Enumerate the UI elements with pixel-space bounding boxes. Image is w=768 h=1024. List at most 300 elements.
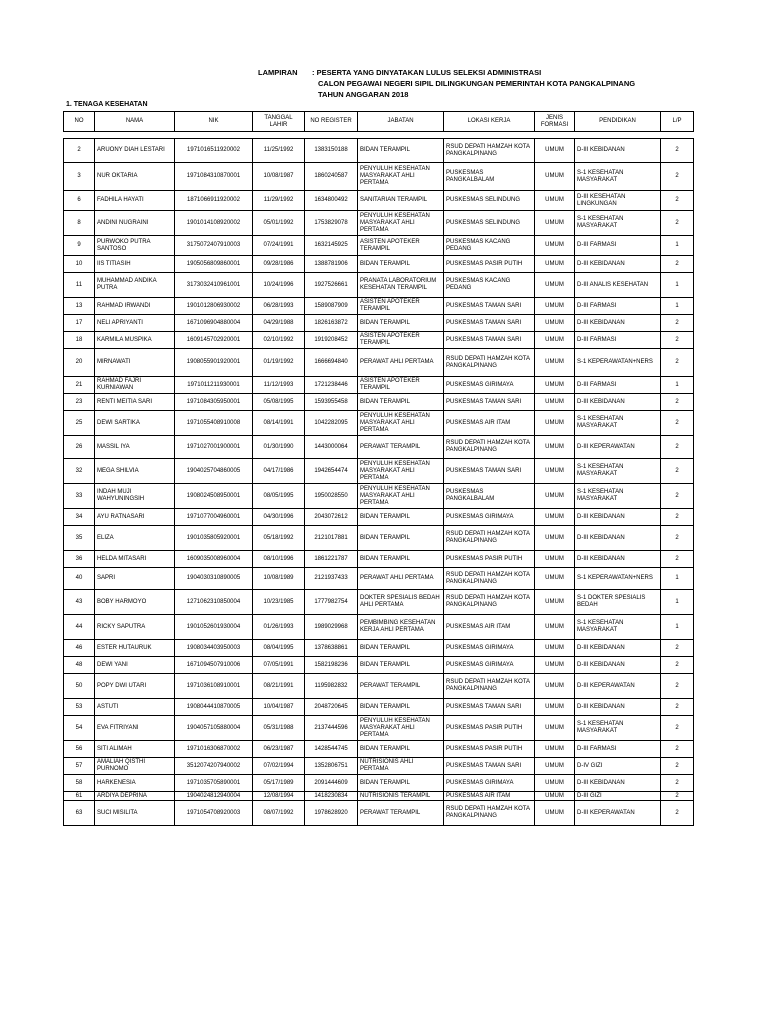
cell-lp: 2 bbox=[661, 411, 694, 436]
table-row bbox=[64, 256, 694, 273]
cell-jabatan: DOKTER SPESIALIS BEDAH AHLI PERTAMA bbox=[358, 590, 444, 615]
cell-jabatan: BIDAN TERAMPIL bbox=[358, 509, 444, 526]
cell-no-register: 1950028550 bbox=[305, 484, 358, 509]
cell-nama: INDAH MUJI WAHYUNINGSIH bbox=[95, 484, 175, 509]
cell-tanggal-lahir: 09/28/1986 bbox=[253, 256, 305, 273]
cell-no: 17 bbox=[64, 315, 95, 332]
cell-jabatan: BIDAN TERAMPIL bbox=[358, 640, 444, 657]
participants-table bbox=[63, 111, 694, 826]
cell-lokasi-kerja: PUSKESMAS PANGKALBALAM bbox=[444, 484, 535, 509]
table-row bbox=[64, 349, 694, 377]
cell-nik: 1904024812940004 bbox=[175, 792, 253, 801]
cell-lp: 2 bbox=[661, 191, 694, 211]
cell-no-register: 1634800492 bbox=[305, 191, 358, 211]
cell-jabatan: ASISTEN APOTEKER TERAMPIL bbox=[358, 377, 444, 394]
cell-pendidikan: S-1 KESEHATAN MASYARAKAT bbox=[575, 411, 661, 436]
cell-lp: 2 bbox=[661, 436, 694, 459]
cell-nik: 1905056809860001 bbox=[175, 256, 253, 273]
cell-pendidikan: D-III FARMASI bbox=[575, 332, 661, 349]
cell-jabatan: PERAWAT TERAMPIL bbox=[358, 674, 444, 699]
header-line-3: TAHUN ANGGARAN 2018 bbox=[318, 90, 409, 99]
cell-jabatan: BIDAN TERAMPIL bbox=[358, 741, 444, 758]
cell-no-register: 1378638861 bbox=[305, 640, 358, 657]
cell-tanggal-lahir: 08/10/1996 bbox=[253, 551, 305, 568]
cell-no-register: 1589087909 bbox=[305, 298, 358, 315]
cell-tanggal-lahir: 05/31/1988 bbox=[253, 716, 305, 741]
cell-tanggal-lahir: 10/04/1987 bbox=[253, 699, 305, 716]
cell-tanggal-lahir: 12/08/1994 bbox=[253, 792, 305, 801]
cell-nik: 1971011211930001 bbox=[175, 377, 253, 394]
cell-lokasi-kerja: PUSKESMAS GIRIMAYA bbox=[444, 775, 535, 792]
cell-lokasi-kerja: PUSKESMAS PASIR PUTIH bbox=[444, 716, 535, 741]
table-row bbox=[64, 551, 694, 568]
cell-no-register: 1989029968 bbox=[305, 615, 358, 640]
cell-no: 20 bbox=[64, 349, 95, 377]
cell-no: 6 bbox=[64, 191, 95, 211]
table-row bbox=[64, 640, 694, 657]
cell-no-register: 2091444609 bbox=[305, 775, 358, 792]
cell-pendidikan: D-III KEBIDANAN bbox=[575, 775, 661, 792]
cell-lp: 2 bbox=[661, 551, 694, 568]
cell-tanggal-lahir: 05/17/1989 bbox=[253, 775, 305, 792]
cell-lp: 2 bbox=[661, 775, 694, 792]
cell-no-register: 1418230834 bbox=[305, 792, 358, 801]
cell-no-register: 1826163872 bbox=[305, 315, 358, 332]
table-row bbox=[64, 139, 694, 163]
cell-lokasi-kerja: PUSKESMAS GIRIMAYA bbox=[444, 377, 535, 394]
header-line-1: : PESERTA YANG DINYATAKAN LULUS SELEKSI ADMINISTRASI bbox=[312, 68, 542, 77]
cell-lp: 2 bbox=[661, 716, 694, 741]
cell-lp: 2 bbox=[661, 509, 694, 526]
cell-nama: DEWI YANI bbox=[95, 657, 175, 674]
cell-jenis-formasi: UMUM bbox=[535, 377, 575, 394]
table-row bbox=[64, 509, 694, 526]
cell-nama: SUCI MISILITA bbox=[95, 801, 175, 826]
cell-jabatan: PERAWAT AHLI PERTAMA bbox=[358, 349, 444, 377]
cell-tanggal-lahir: 04/30/1996 bbox=[253, 509, 305, 526]
cell-no-register: 2121017881 bbox=[305, 526, 358, 551]
cell-tanggal-lahir: 11/25/1992 bbox=[253, 139, 305, 163]
cell-no: 18 bbox=[64, 332, 95, 349]
cell-lokasi-kerja: PUSKESMAS SELINDUNG bbox=[444, 211, 535, 236]
cell-jenis-formasi: UMUM bbox=[535, 801, 575, 826]
cell-jabatan: SANITARIAN TERAMPIL bbox=[358, 191, 444, 211]
cell-jenis-formasi: UMUM bbox=[535, 509, 575, 526]
cell-lp: 1 bbox=[661, 273, 694, 298]
cell-no-register: 1388781906 bbox=[305, 256, 358, 273]
cell-jenis-formasi: UMUM bbox=[535, 657, 575, 674]
cell-lokasi-kerja: PUSKESMAS TAMAN SARI bbox=[444, 699, 535, 716]
cell-lokasi-kerja: RSUD DEPATI HAMZAH KOTA PANGKALPINANG bbox=[444, 436, 535, 459]
cell-lokasi-kerja: PUSKESMAS PASIR PUTIH bbox=[444, 551, 535, 568]
lampiran-label: LAMPIRAN bbox=[258, 68, 298, 77]
cell-nik: 1971084305950001 bbox=[175, 394, 253, 411]
cell-nama: BOBY HARMOYO bbox=[95, 590, 175, 615]
cell-nik: 1971036108910001 bbox=[175, 674, 253, 699]
cell-nik: 3175072407910003 bbox=[175, 236, 253, 256]
table-row bbox=[64, 699, 694, 716]
cell-nik: 1901035805920001 bbox=[175, 526, 253, 551]
table-row bbox=[64, 674, 694, 699]
cell-no-register: 1753829078 bbox=[305, 211, 358, 236]
cell-pendidikan: S-1 KESEHATAN MASYARAKAT bbox=[575, 716, 661, 741]
cell-no: 35 bbox=[64, 526, 95, 551]
cell-no-register: 2137444596 bbox=[305, 716, 358, 741]
cell-lp: 2 bbox=[661, 657, 694, 674]
cell-no-register: 1861221787 bbox=[305, 551, 358, 568]
cell-lokasi-kerja: PUSKESMAS PANGKALBALAM bbox=[444, 163, 535, 191]
table-row bbox=[64, 459, 694, 484]
cell-no-register: 1593955458 bbox=[305, 394, 358, 411]
cell-tanggal-lahir: 11/29/1992 bbox=[253, 191, 305, 211]
cell-jenis-formasi: UMUM bbox=[535, 394, 575, 411]
cell-lp: 1 bbox=[661, 236, 694, 256]
cell-jabatan: PERAWAT TERAMPIL bbox=[358, 436, 444, 459]
cell-no: 44 bbox=[64, 615, 95, 640]
cell-lp: 1 bbox=[661, 377, 694, 394]
cell-no: 25 bbox=[64, 411, 95, 436]
table-row bbox=[64, 273, 694, 298]
cell-jenis-formasi: UMUM bbox=[535, 256, 575, 273]
cell-nama: ARUONY DIAH LESTARI bbox=[95, 139, 175, 163]
cell-no: 54 bbox=[64, 716, 95, 741]
cell-pendidikan: S-1 KESEHATAN MASYARAKAT bbox=[575, 211, 661, 236]
cell-jenis-formasi: UMUM bbox=[535, 699, 575, 716]
cell-pendidikan: D-III KEBIDANAN bbox=[575, 256, 661, 273]
cell-lokasi-kerja: RSUD DEPATI HAMZAH KOTA PANGKALPINANG bbox=[444, 590, 535, 615]
cell-jabatan: PRANATA LABORATORIUM KESEHATAN TERAMPIL bbox=[358, 273, 444, 298]
cell-lp: 2 bbox=[661, 459, 694, 484]
table-row bbox=[64, 590, 694, 615]
cell-jabatan: BIDAN TERAMPIL bbox=[358, 551, 444, 568]
cell-jenis-formasi: UMUM bbox=[535, 273, 575, 298]
cell-no: 23 bbox=[64, 394, 95, 411]
cell-no: 57 bbox=[64, 758, 95, 775]
table-row bbox=[64, 377, 694, 394]
cell-nama: ESTER HUTAURUK bbox=[95, 640, 175, 657]
cell-jabatan: PERAWAT TERAMPIL bbox=[358, 801, 444, 826]
cell-jenis-formasi: UMUM bbox=[535, 139, 575, 163]
cell-nik: 3512074207940002 bbox=[175, 758, 253, 775]
cell-jabatan: BIDAN TERAMPIL bbox=[358, 394, 444, 411]
cell-nik: 1971016511920002 bbox=[175, 139, 253, 163]
table-row bbox=[64, 657, 694, 674]
cell-no: 13 bbox=[64, 298, 95, 315]
cell-no-register: 2121937433 bbox=[305, 568, 358, 590]
table-row bbox=[64, 526, 694, 551]
cell-lp: 2 bbox=[661, 349, 694, 377]
column-header-pendidikan: PENDIDIKAN bbox=[575, 112, 661, 132]
cell-nik: 1609145702920001 bbox=[175, 332, 253, 349]
cell-pendidikan: D-IV GIZI bbox=[575, 758, 661, 775]
cell-lp: 2 bbox=[661, 758, 694, 775]
table-row bbox=[64, 801, 694, 826]
cell-lp: 2 bbox=[661, 211, 694, 236]
cell-pendidikan: S-1 DOKTER SPESIALIS BEDAH bbox=[575, 590, 661, 615]
cell-nama: DEWI SARTIKA bbox=[95, 411, 175, 436]
cell-jenis-formasi: UMUM bbox=[535, 526, 575, 551]
table-row bbox=[64, 568, 694, 590]
cell-lp: 2 bbox=[661, 484, 694, 509]
cell-no-register: 1582198236 bbox=[305, 657, 358, 674]
cell-pendidikan: D-III KEPERAWATAN bbox=[575, 436, 661, 459]
cell-no-register: 1383150188 bbox=[305, 139, 358, 163]
cell-jabatan: PENYULUH KESEHATAN MASYARAKAT AHLI PERTAMA bbox=[358, 411, 444, 436]
cell-jenis-formasi: UMUM bbox=[535, 775, 575, 792]
cell-tanggal-lahir: 01/26/1993 bbox=[253, 615, 305, 640]
cell-jenis-formasi: UMUM bbox=[535, 741, 575, 758]
cell-nik: 1908044410870005 bbox=[175, 699, 253, 716]
cell-jenis-formasi: UMUM bbox=[535, 211, 575, 236]
cell-tanggal-lahir: 08/21/1991 bbox=[253, 674, 305, 699]
cell-lp: 2 bbox=[661, 801, 694, 826]
cell-tanggal-lahir: 08/14/1991 bbox=[253, 411, 305, 436]
cell-jenis-formasi: UMUM bbox=[535, 640, 575, 657]
cell-jabatan: PENYULUH KESEHATAN MASYARAKAT AHLI PERTAMA bbox=[358, 163, 444, 191]
cell-nik: 1908034403950003 bbox=[175, 640, 253, 657]
cell-pendidikan: D-III ANALIS KESEHATAN bbox=[575, 273, 661, 298]
cell-no: 58 bbox=[64, 775, 95, 792]
cell-lokasi-kerja: RSUD DEPATI HAMZAH KOTA PANGKALPINANG bbox=[444, 568, 535, 590]
cell-pendidikan: D-III KEBIDANAN bbox=[575, 509, 661, 526]
cell-tanggal-lahir: 06/23/1987 bbox=[253, 741, 305, 758]
cell-jabatan: PEMBIMBING KESEHATAN KERJA AHLI PERTAMA bbox=[358, 615, 444, 640]
cell-jenis-formasi: UMUM bbox=[535, 349, 575, 377]
cell-jenis-formasi: UMUM bbox=[535, 792, 575, 801]
header-spacer bbox=[64, 132, 694, 139]
cell-pendidikan: D-III FARMASI bbox=[575, 741, 661, 758]
cell-nama: HELDA MITASARI bbox=[95, 551, 175, 568]
cell-pendidikan: S-1 KEPERAWATAN+NERS bbox=[575, 349, 661, 377]
table-row bbox=[64, 236, 694, 256]
cell-jabatan: NUTRISIONIS TERAMPIL bbox=[358, 792, 444, 801]
cell-no: 8 bbox=[64, 211, 95, 236]
cell-nama: RAHMAD FAJRI KURNIAWAN bbox=[95, 377, 175, 394]
table-row bbox=[64, 411, 694, 436]
cell-nik: 1901012806930002 bbox=[175, 298, 253, 315]
column-header-nama: NAMA bbox=[95, 112, 175, 132]
cell-nama: RENTI MEITIA SARI bbox=[95, 394, 175, 411]
table-row bbox=[64, 792, 694, 801]
cell-no: 21 bbox=[64, 377, 95, 394]
column-header-tanggal-lahir: TANGGAL LAHIR bbox=[253, 112, 305, 132]
cell-nama: ANDINI NUGRAINI bbox=[95, 211, 175, 236]
cell-jabatan: BIDAN TERAMPIL bbox=[358, 256, 444, 273]
cell-no: 56 bbox=[64, 741, 95, 758]
cell-no-register: 1352806751 bbox=[305, 758, 358, 775]
cell-tanggal-lahir: 04/29/1988 bbox=[253, 315, 305, 332]
cell-jenis-formasi: UMUM bbox=[535, 459, 575, 484]
cell-no: 36 bbox=[64, 551, 95, 568]
cell-tanggal-lahir: 05/18/1992 bbox=[253, 526, 305, 551]
cell-no: 11 bbox=[64, 273, 95, 298]
cell-jenis-formasi: UMUM bbox=[535, 568, 575, 590]
cell-lp: 2 bbox=[661, 139, 694, 163]
cell-nama: MIRNAWATI bbox=[95, 349, 175, 377]
cell-no-register: 1927526661 bbox=[305, 273, 358, 298]
header-line-2: CALON PEGAWAI NEGERI SIPIL DILINGKUNGAN PEMERINTAH KOTA PANGKALPINANG bbox=[318, 79, 636, 88]
cell-no: 40 bbox=[64, 568, 95, 590]
cell-jenis-formasi: UMUM bbox=[535, 163, 575, 191]
cell-nama: MUHAMMAD ANDIKA PUTRA bbox=[95, 273, 175, 298]
cell-tanggal-lahir: 10/24/1996 bbox=[253, 273, 305, 298]
cell-pendidikan: D-III KEBIDANAN bbox=[575, 699, 661, 716]
cell-tanggal-lahir: 10/08/1987 bbox=[253, 163, 305, 191]
cell-jabatan: BIDAN TERAMPIL bbox=[358, 699, 444, 716]
cell-lokasi-kerja: PUSKESMAS AIR ITAM bbox=[444, 615, 535, 640]
cell-jenis-formasi: UMUM bbox=[535, 758, 575, 775]
cell-tanggal-lahir: 07/05/1991 bbox=[253, 657, 305, 674]
cell-lokasi-kerja: PUSKESMAS TAMAN SARI bbox=[444, 298, 535, 315]
table-row bbox=[64, 716, 694, 741]
cell-no-register: 1919208452 bbox=[305, 332, 358, 349]
cell-nik: 1904030310890005 bbox=[175, 568, 253, 590]
cell-lp: 1 bbox=[661, 568, 694, 590]
cell-nama: KARMILA MUSPIKA bbox=[95, 332, 175, 349]
cell-jenis-formasi: UMUM bbox=[535, 436, 575, 459]
cell-jabatan: BIDAN TERAMPIL bbox=[358, 315, 444, 332]
cell-nik: 1971084310870001 bbox=[175, 163, 253, 191]
cell-tanggal-lahir: 02/10/1992 bbox=[253, 332, 305, 349]
cell-tanggal-lahir: 10/23/1985 bbox=[253, 590, 305, 615]
cell-lp: 2 bbox=[661, 394, 694, 411]
cell-tanggal-lahir: 05/01/1992 bbox=[253, 211, 305, 236]
cell-nama: ASTUTI bbox=[95, 699, 175, 716]
cell-pendidikan: S-1 KESEHATAN MASYARAKAT bbox=[575, 459, 661, 484]
cell-jabatan: PENYULUH KESEHATAN MASYARAKAT AHLI PERTAMA bbox=[358, 484, 444, 509]
column-header-jabatan: JABATAN bbox=[358, 112, 444, 132]
column-header-nik: NIK bbox=[175, 112, 253, 132]
cell-pendidikan: S-1 KESEHATAN MASYARAKAT bbox=[575, 484, 661, 509]
cell-lp: 2 bbox=[661, 526, 694, 551]
cell-no: 33 bbox=[64, 484, 95, 509]
cell-pendidikan: D-III KESEHATAN LINGKUNGAN bbox=[575, 191, 661, 211]
cell-no: 34 bbox=[64, 509, 95, 526]
cell-tanggal-lahir: 07/24/1991 bbox=[253, 236, 305, 256]
table-row bbox=[64, 394, 694, 411]
cell-no: 3 bbox=[64, 163, 95, 191]
cell-nik: 1971054708920003 bbox=[175, 801, 253, 826]
cell-nama: RAHMAD IRWANDI bbox=[95, 298, 175, 315]
cell-lokasi-kerja: RSUD DEPATI HAMZAH KOTA PANGKALPINANG bbox=[444, 674, 535, 699]
cell-tanggal-lahir: 01/30/1990 bbox=[253, 436, 305, 459]
column-header-jenis-formasi: JENIS FORMASI bbox=[535, 112, 575, 132]
cell-nik: 1908055901920001 bbox=[175, 349, 253, 377]
cell-pendidikan: D-III FARMASI bbox=[575, 298, 661, 315]
cell-nama: AMALIAH QISTHI PURNOMO bbox=[95, 758, 175, 775]
cell-jabatan: NUTRISIONIS AHLI PERTAMA bbox=[358, 758, 444, 775]
cell-no: 43 bbox=[64, 590, 95, 615]
table-header-row bbox=[64, 112, 694, 132]
cell-jabatan: PENYULUH KESEHATAN MASYARAKAT AHLI PERTAMA bbox=[358, 716, 444, 741]
cell-jabatan: ASISTEN APOTEKER TERAMPIL bbox=[358, 332, 444, 349]
cell-nama: SAPRI bbox=[95, 568, 175, 590]
table-row bbox=[64, 315, 694, 332]
cell-lokasi-kerja: PUSKESMAS TAMAN SARI bbox=[444, 315, 535, 332]
cell-nama: FADHILA HAYATI bbox=[95, 191, 175, 211]
cell-nik: 1671094507910006 bbox=[175, 657, 253, 674]
cell-lokasi-kerja: PUSKESMAS TAMAN SARI bbox=[444, 758, 535, 775]
cell-no: 48 bbox=[64, 657, 95, 674]
cell-nama: AYU RATNASARI bbox=[95, 509, 175, 526]
cell-nik: 1271062310850004 bbox=[175, 590, 253, 615]
cell-lp: 1 bbox=[661, 615, 694, 640]
cell-jabatan: PERAWAT AHLI PERTAMA bbox=[358, 568, 444, 590]
cell-no-register: 2048720645 bbox=[305, 699, 358, 716]
table-row bbox=[64, 758, 694, 775]
cell-tanggal-lahir: 05/08/1995 bbox=[253, 394, 305, 411]
cell-no: 61 bbox=[64, 792, 95, 801]
cell-nama: RICKY SAPUTRA bbox=[95, 615, 175, 640]
table-row bbox=[64, 484, 694, 509]
cell-jenis-formasi: UMUM bbox=[535, 716, 575, 741]
cell-nama: NELI APRIYANTI bbox=[95, 315, 175, 332]
cell-lp: 2 bbox=[661, 332, 694, 349]
cell-pendidikan: D-III KEPERAWATAN bbox=[575, 674, 661, 699]
cell-no: 10 bbox=[64, 256, 95, 273]
cell-nama: HARKENESIA bbox=[95, 775, 175, 792]
cell-tanggal-lahir: 11/12/1993 bbox=[253, 377, 305, 394]
cell-no-register: 1195982832 bbox=[305, 674, 358, 699]
cell-jenis-formasi: UMUM bbox=[535, 411, 575, 436]
cell-lokasi-kerja: PUSKESMAS PASIR PUTIH bbox=[444, 256, 535, 273]
cell-jabatan: ASISTEN APOTEKER TERAMPIL bbox=[358, 298, 444, 315]
cell-no: 2 bbox=[64, 139, 95, 163]
cell-no-register: 1428544745 bbox=[305, 741, 358, 758]
cell-jenis-formasi: UMUM bbox=[535, 674, 575, 699]
cell-nama: ELIZA bbox=[95, 526, 175, 551]
cell-tanggal-lahir: 01/19/1992 bbox=[253, 349, 305, 377]
cell-pendidikan: S-1 KESEHATAN MASYARAKAT bbox=[575, 615, 661, 640]
cell-nik: 1671096904880004 bbox=[175, 315, 253, 332]
cell-nik: 1971027001900001 bbox=[175, 436, 253, 459]
cell-lp: 2 bbox=[661, 741, 694, 758]
cell-jabatan: BIDAN TERAMPIL bbox=[358, 139, 444, 163]
cell-lp: 2 bbox=[661, 674, 694, 699]
cell-no-register: 1443000064 bbox=[305, 436, 358, 459]
cell-pendidikan: S-1 KEPERAWATAN+NERS bbox=[575, 568, 661, 590]
table-row bbox=[64, 775, 694, 792]
cell-lp: 1 bbox=[661, 590, 694, 615]
cell-jenis-formasi: UMUM bbox=[535, 484, 575, 509]
cell-lp: 1 bbox=[661, 298, 694, 315]
cell-no: 32 bbox=[64, 459, 95, 484]
cell-pendidikan: D-III KEBIDANAN bbox=[575, 657, 661, 674]
cell-lokasi-kerja: PUSKESMAS GIRIMAYA bbox=[444, 640, 535, 657]
section-title: 1. TENAGA KESEHATAN bbox=[66, 101, 148, 108]
cell-nama: IIS TITIASIH bbox=[95, 256, 175, 273]
cell-pendidikan: D-III KEBIDANAN bbox=[575, 551, 661, 568]
cell-jenis-formasi: UMUM bbox=[535, 551, 575, 568]
cell-no: 50 bbox=[64, 674, 95, 699]
cell-nik: 1904025704860005 bbox=[175, 459, 253, 484]
cell-nama: POPY DWI UTARI bbox=[95, 674, 175, 699]
table-row bbox=[64, 211, 694, 236]
column-header-no: NO bbox=[64, 112, 95, 132]
cell-lokasi-kerja: PUSKESMAS AIR ITAM bbox=[444, 792, 535, 801]
column-header-lp: L/P bbox=[661, 112, 694, 132]
table-row bbox=[64, 436, 694, 459]
cell-no-register: 1978628920 bbox=[305, 801, 358, 826]
cell-lokasi-kerja: PUSKESMAS TAMAN SARI bbox=[444, 459, 535, 484]
column-header-no-register: NO REGISTER bbox=[305, 112, 358, 132]
cell-lokasi-kerja: PUSKESMAS GIRIMAYA bbox=[444, 657, 535, 674]
cell-no: 46 bbox=[64, 640, 95, 657]
cell-lp: 2 bbox=[661, 699, 694, 716]
cell-lokasi-kerja: RSUD DEPATI HAMZAH KOTA PANGKALPINANG bbox=[444, 349, 535, 377]
cell-nik: 1971035705890001 bbox=[175, 775, 253, 792]
cell-nama: NUR OKTARIA bbox=[95, 163, 175, 191]
